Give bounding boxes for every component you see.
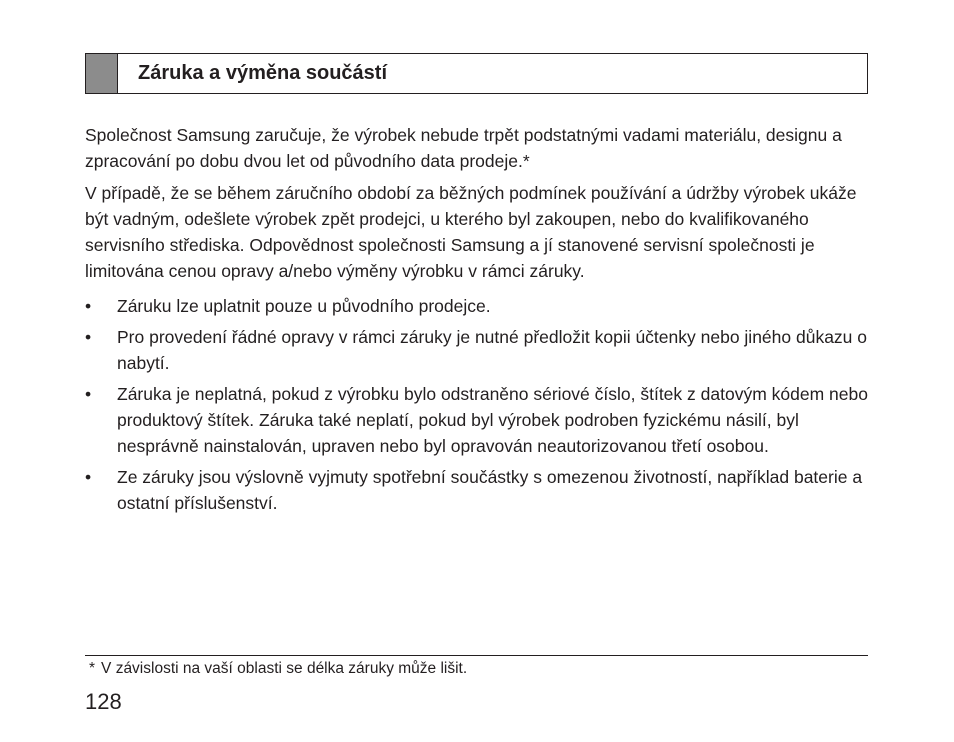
section-title: Záruka a výměna součástí: [138, 62, 388, 84]
heading-marker-block: [86, 54, 118, 93]
bullet-icon: •: [85, 384, 92, 404]
paragraph-defect-procedure: V případě, že se během záručního období za běžných podmínek používání a údržby výrobek ukáže být vadným, odešlete výrobek zpět prodejci, u kterého byl zakoupen, nebo do kvalifikovaného servisního střediska. Odpovědnost společnosti Samsung a jí stanovené servisní společnosti je limitována cenou opravy a/nebo výměny výrobku v rámci záruky.: [85, 183, 857, 281]
list-item: [85, 381, 875, 459]
list-item: [85, 293, 875, 319]
bullet-icon: •: [85, 296, 92, 316]
list-item-text: Pro provedení řádné opravy v rámci záruky je nutné předložit kopii účtenky nebo jiného důkazu o nabytí.: [117, 327, 868, 373]
footnote-divider: [85, 655, 868, 656]
bullet-icon: •: [85, 467, 92, 487]
warranty-conditions-list: [85, 293, 875, 516]
footnote-asterisk: *: [89, 660, 96, 677]
list-item: [85, 464, 875, 516]
footnote: [89, 659, 467, 679]
list-item-text: Ze záruky jsou výslovně vyjmuty spotřební součástky s omezenou životností, například baterie a ostatní příslušenství.: [117, 467, 863, 513]
list-item: [85, 324, 875, 376]
footnote-text: V závislosti na vaší oblasti se délka záruky může lišit.: [101, 660, 468, 677]
body-content: [85, 122, 875, 521]
section-heading-box: [85, 53, 868, 94]
bullet-icon: •: [85, 327, 92, 347]
page-number: 128: [85, 689, 122, 714]
list-item-text: Záruka je neplatná, pokud z výrobku bylo odstraněno sériové číslo, štítek z datovým kódem nebo produktový štítek. Záruka také neplatí, pokud byl výrobek podroben fyzickému násilí, byl nesprávně nainstalován, upraven nebo byl opravován neautorizovanou třetí osobou.: [117, 384, 868, 456]
paragraph-warranty-period: Společnost Samsung zaručuje, že výrobek nebude trpět podstatnými vadami materiálu, designu a zpracování po dobu dvou let od původního data prodeje.*: [85, 125, 842, 171]
list-item-text: Záruku lze uplatnit pouze u původního prodejce.: [117, 296, 491, 316]
